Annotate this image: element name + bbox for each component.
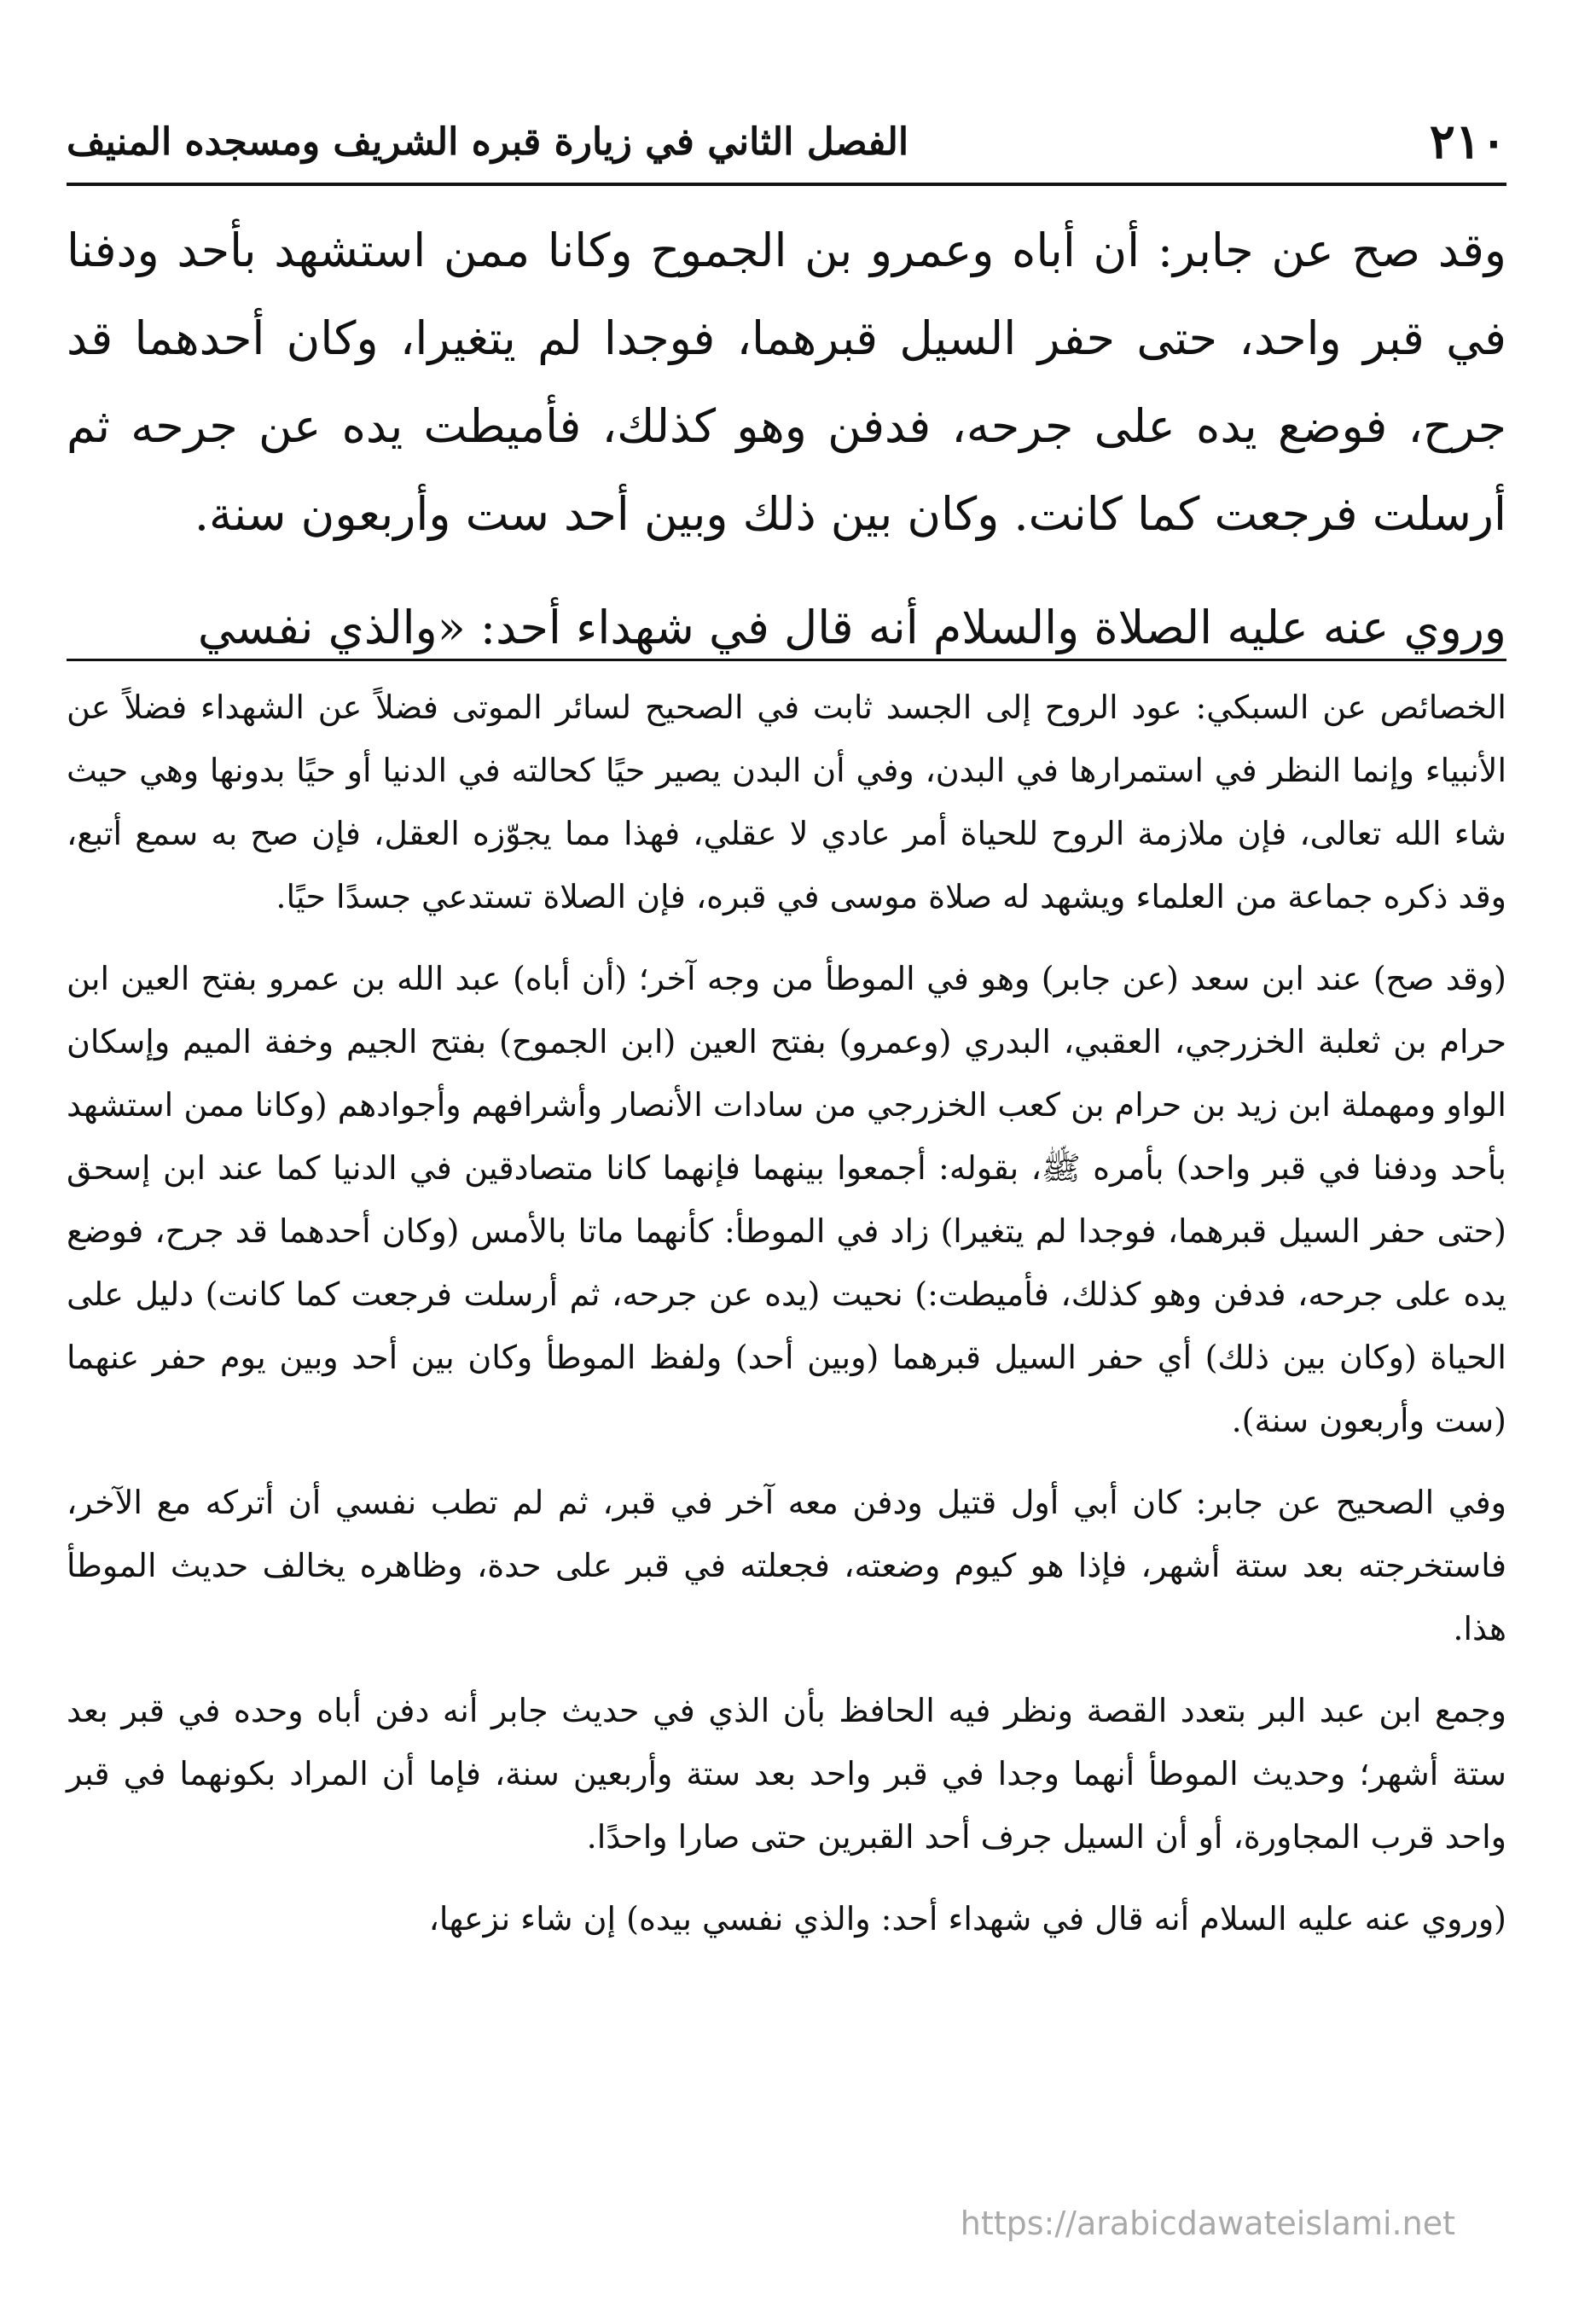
page-header (67, 101, 1506, 183)
main-paragraph: وروي عنه عليه الصلاة والسلام أنه قال في شهداء أحد: «والذي نفسي (197, 601, 1506, 654)
footnote-paragraph: وجمع ابن عبد البر بتعدد القصة ونظر فيه الحافظ بأن الذي في حديث جابر أنه دفن أباه وحده في قبر بعد ستة أشهر؛ وحديث الموطأ أنهما وجدا في قبر واحد بعد ستة وأربعين سنة، فإما أن المراد بكونهما في قبر واحد قرب المجاورة، أو أن السيل جرف أحد القبرين حتى صارا واحدًا. (67, 1692, 1506, 1856)
footnote-paragraph: الخصائص عن السبكي: عود الروح إلى الجسد ثابت في الصحيح لسائر الموتى فضلاً عن الشهداء فضلاً عن الأنبياء وإنما النظر في استمرارها في البدن، وفي أن البدن يصير حيًا كحالته في الدنيا أو حيًا بدونها وهي حيث شاء الله تعالى، فإن ملازمة الروح للحياة أمر عادي لا عقلي، فهذا مما يجوّزه العقل، فإن صح به سمع أتبع، وقد ذكره جماعة من العلماء ويشهد له صلاة موسى في قبره، فإن الصلاة تستدعي جسدًا حيًا. (67, 688, 1506, 915)
footnote-rule (67, 659, 1506, 661)
main-paragraph: وقد صح عن جابر: أن أباه وعمرو بن الجموح وكانا ممن استشهد بأحد ودفنا في قبر واحد، حتى حفر السيل قبرهما، فوجدا لم يتغيرا، وكان أحدهما قد جرح، فوضع يده على جرحه، فدفن وهو كذلك، فأميطت يده عن جرحه ثم أرسلت فرجعت كما كانت. وكان بين ذلك وبين أحد ست وأربعون سنة. (67, 224, 1506, 541)
header-rule (67, 183, 1506, 186)
footnotes (67, 676, 1506, 1969)
page-number: ٢١٠ (1429, 113, 1506, 170)
watermark-url: https://arabicdawateislami.net (960, 2205, 1455, 2242)
footnote-paragraph: (وروي عنه عليه السلام أنه قال في شهداء أحد: والذي نفسي بيده) إن شاء نزعها، (428, 1900, 1506, 1938)
running-title: الفصل الثاني في زيارة قبره الشريف ومسجده المنيف (67, 119, 909, 164)
footnote-paragraph: وفي الصحيح عن جابر: كان أبي أول قتيل ودفن معه آخر في قبر، ثم لم تطب نفسي أن أتركه مع الآخر، فاستخرجته بعد ستة أشهر، فإذا هو كيوم وضعته، فجعلته في قبر على حدة، وظاهره يخالف حديث الموطأ هذا. (67, 1484, 1506, 1647)
main-text (67, 206, 1506, 671)
footnote-paragraph: (وقد صح) عند ابن سعد (عن جابر) وهو في الموطأ من وجه آخر؛ (أن أباه) عبد الله بن عمرو بفتح العين ابن حرام بن ثعلبة الخزرجي، العقبي، البدري (وعمرو) بفتح العين (ابن الجموح) بفتح الجيم وخفة الميم وإسكان الواو ومهملة ابن زيد بن حرام بن كعب الخزرجي من سادات الأنصار وأشرافهم وأجوادهم (وكانا ممن استشهد بأحد ودفنا في قبر واحد) بأمره ﷺ، بقوله: أجمعوا بينهما فإنهما كانا متصادقين في الدنيا كما عند ابن إسحق (حتى حفر السيل قبرهما، فوجدا لم يتغيرا) زاد في الموطأ: كأنهما ماتا بالأمس (وكان أحدهما قد جرح، فوضع يده على جرحه، فدفن وهو كذلك، فأميطت:) نحيت (يده عن جرحه، ثم أرسلت فرجعت كما كانت) دليل على الحياة (وكان بين ذلك) أي حفر السيل قبرهما (وبين أحد) ولفظ الموطأ وكان بين أحد وبين يوم حفر عنهما (ست وأربعون سنة). (67, 960, 1506, 1439)
